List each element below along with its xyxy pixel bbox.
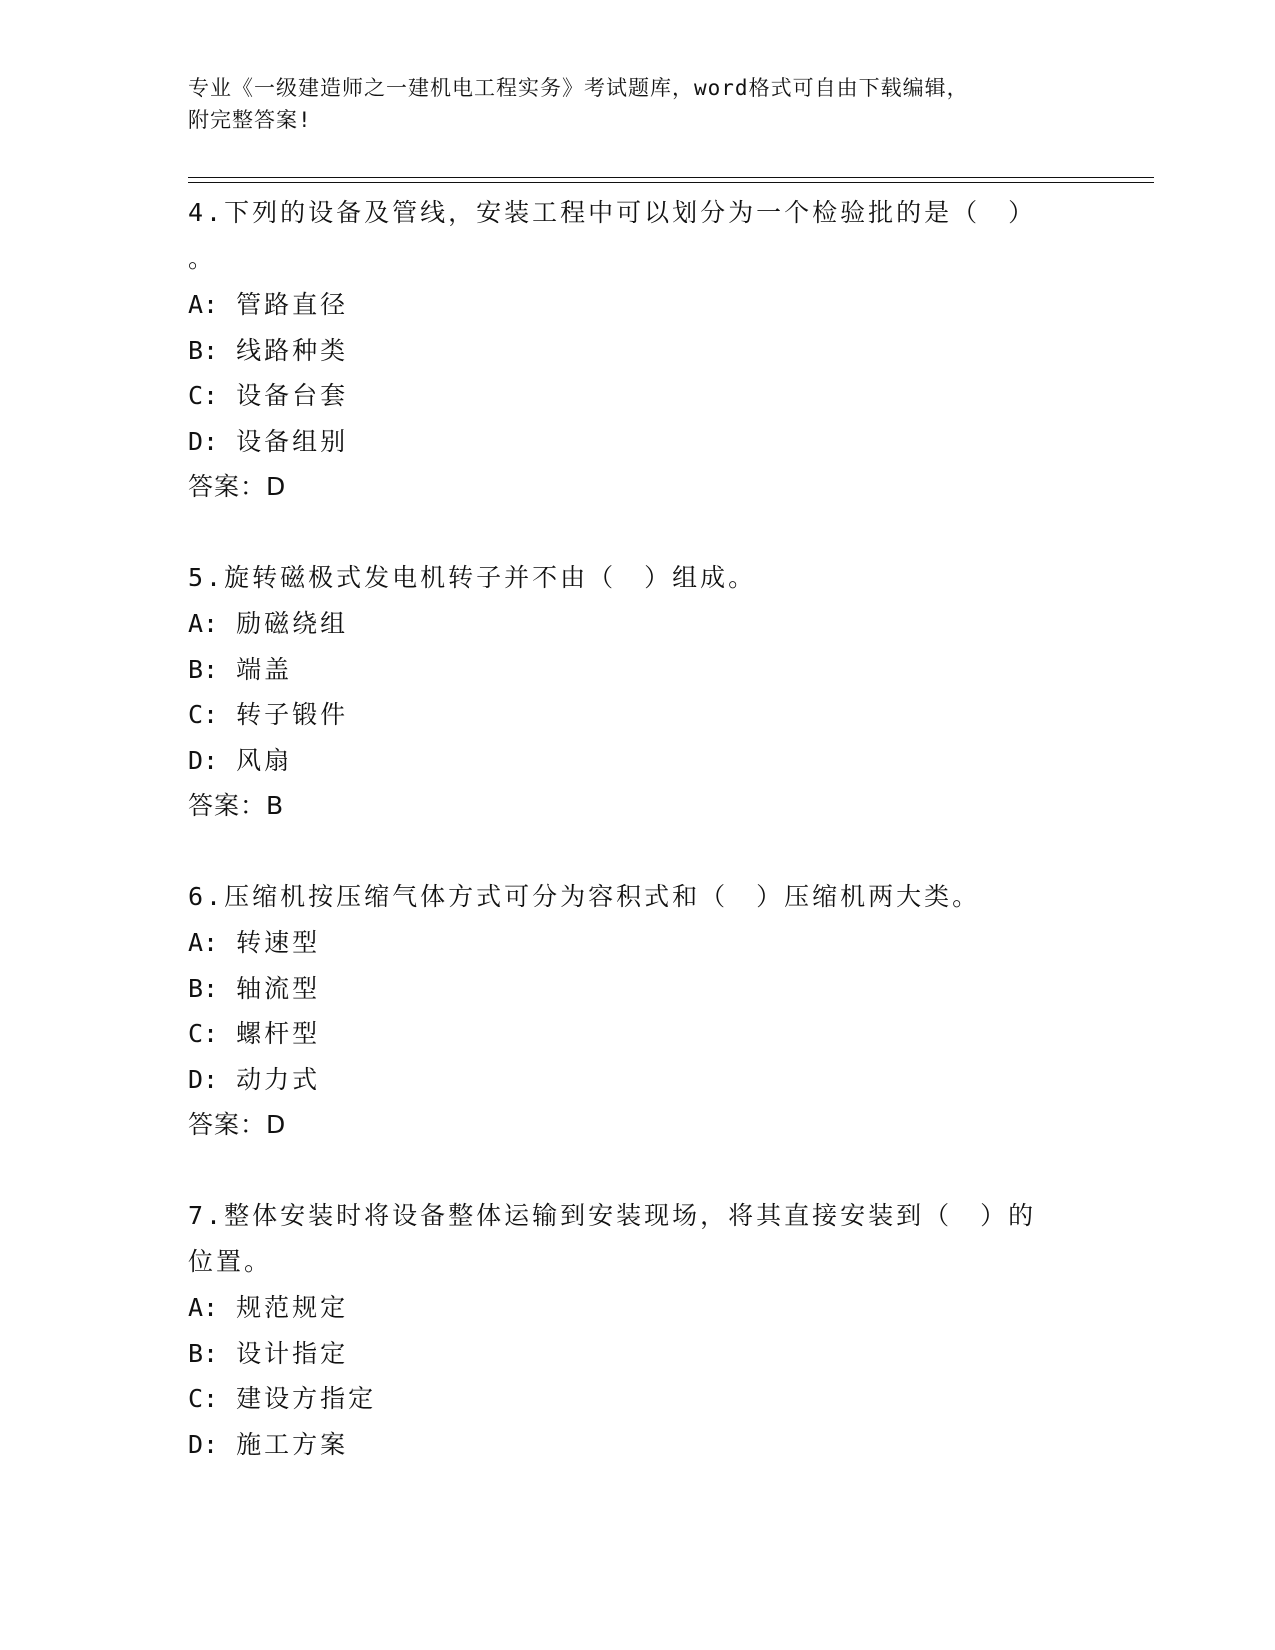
option-letter: C: xyxy=(188,381,219,410)
question-list xyxy=(188,190,1154,1467)
option-text: 风扇 xyxy=(236,745,293,775)
option-letter: A: xyxy=(188,928,219,957)
option-b xyxy=(188,966,1154,1012)
question-stem-line: 4.下列的设备及管线，安装工程中可以划分为一个检验批的是（ ） xyxy=(188,198,1037,227)
option-letter: D: xyxy=(188,426,219,456)
answer-line: 答案：B xyxy=(188,791,285,820)
question-stem-line: 位置。 xyxy=(188,1247,273,1276)
option-c xyxy=(188,1376,1154,1422)
question-stem-line: 5.旋转磁极式发电机转子并不由（ ）组成。 xyxy=(188,563,757,592)
option-letter: C: xyxy=(188,1019,219,1048)
option-text: 管路直径 xyxy=(236,290,349,319)
option-text: 施工方案 xyxy=(236,1429,349,1459)
option-letter: B: xyxy=(188,654,219,684)
option-d xyxy=(188,1057,1154,1103)
option-a xyxy=(188,1285,1154,1331)
option-text: 端盖 xyxy=(236,654,293,684)
option-d xyxy=(188,738,1154,784)
answer-line: 答案：D xyxy=(188,472,287,501)
option-letter: D: xyxy=(188,1429,219,1459)
option-text: 螺杆型 xyxy=(236,1019,321,1048)
option-text: 设备台套 xyxy=(236,381,349,410)
option-c xyxy=(188,692,1154,738)
question-stem-line: 。 xyxy=(188,244,217,273)
option-letter: B: xyxy=(188,973,219,1003)
option-letter: D: xyxy=(188,745,219,775)
option-text: 励磁绕组 xyxy=(236,609,349,638)
option-d xyxy=(188,1422,1154,1468)
question-6 xyxy=(188,874,1154,1148)
option-text: 轴流型 xyxy=(236,973,321,1003)
question-stem-line: 6.压缩机按压缩气体方式可分为容积式和（ ）压缩机两大类。 xyxy=(188,882,981,911)
option-b xyxy=(188,328,1154,374)
option-b xyxy=(188,647,1154,693)
option-letter: A: xyxy=(188,1293,219,1322)
option-letter: B: xyxy=(188,1338,219,1368)
option-letter: C: xyxy=(188,1384,219,1413)
question-stem-line: 7.整体安装时将设备整体运输到安装现场，将其直接安装到（ ）的 xyxy=(188,1201,1037,1230)
question-spacer xyxy=(188,829,1154,874)
option-letter: A: xyxy=(188,290,219,319)
option-c xyxy=(188,1011,1154,1057)
option-letter: C: xyxy=(188,700,219,729)
option-letter: B: xyxy=(188,335,219,365)
answer-line: 答案：D xyxy=(188,1110,287,1139)
option-a xyxy=(188,601,1154,647)
question-spacer xyxy=(188,510,1154,555)
header-line-2: 附完整答案! xyxy=(188,108,312,132)
question-4 xyxy=(188,190,1154,510)
option-text: 线路种类 xyxy=(236,335,349,365)
option-text: 建设方指定 xyxy=(236,1384,377,1413)
option-letter: A: xyxy=(188,609,219,638)
header-line-1: 专业《一级建造师之一建机电工程实务》考试题库，word格式可自由下载编辑， xyxy=(188,76,969,100)
question-spacer xyxy=(188,1148,1154,1193)
option-d xyxy=(188,419,1154,465)
option-text: 设备组别 xyxy=(236,426,349,456)
option-text: 规范规定 xyxy=(236,1293,349,1322)
option-text: 设计指定 xyxy=(236,1338,349,1368)
question-5 xyxy=(188,555,1154,829)
header-divider-bottom xyxy=(188,182,1154,183)
option-a xyxy=(188,282,1154,328)
option-b xyxy=(188,1331,1154,1377)
option-text: 转子锻件 xyxy=(236,700,349,729)
question-7 xyxy=(188,1193,1154,1467)
option-c xyxy=(188,373,1154,419)
option-a xyxy=(188,920,1154,966)
option-text: 动力式 xyxy=(236,1064,321,1094)
option-text: 转速型 xyxy=(236,928,321,957)
document-header xyxy=(188,72,1088,136)
header-divider-top xyxy=(188,177,1154,178)
option-letter: D: xyxy=(188,1064,219,1094)
